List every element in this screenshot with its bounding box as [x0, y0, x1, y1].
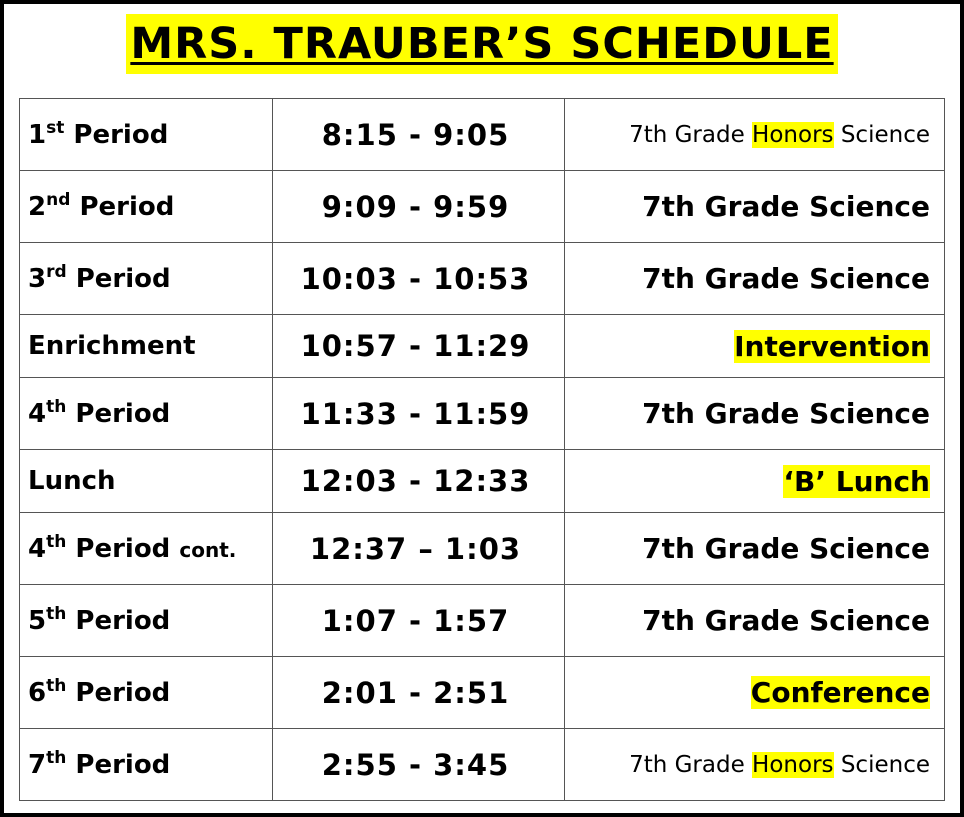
period-cell: 7th Period — [20, 729, 273, 801]
time-cell: 12:03 - 12:33 — [273, 450, 565, 513]
class-cell: 7th Grade Honors Science — [565, 99, 945, 171]
table-row — [20, 657, 945, 729]
period-cell: 2nd Period — [20, 171, 273, 243]
table-row — [20, 450, 945, 513]
time-cell: 11:33 - 11:59 — [273, 378, 565, 450]
class-cell: Intervention — [565, 315, 945, 378]
table-row — [20, 378, 945, 450]
period-cell: 4th Period cont. — [20, 513, 273, 585]
table-row — [20, 585, 945, 657]
time-cell: 12:37 – 1:03 — [273, 513, 565, 585]
page-title: MRS. TRAUBER’S SCHEDULE — [126, 14, 837, 74]
period-cell: Lunch — [20, 450, 273, 513]
period-cell: 6th Period — [20, 657, 273, 729]
class-cell: Conference — [565, 657, 945, 729]
table-row — [20, 729, 945, 801]
time-cell: 8:15 - 9:05 — [273, 99, 565, 171]
time-cell: 2:55 - 3:45 — [273, 729, 565, 801]
period-cell: Enrichment — [20, 315, 273, 378]
class-cell: 7th Grade Honors Science — [565, 729, 945, 801]
period-cell: 3rd Period — [20, 243, 273, 315]
time-cell: 1:07 - 1:57 — [273, 585, 565, 657]
table-row — [20, 513, 945, 585]
time-cell: 10:57 - 11:29 — [273, 315, 565, 378]
time-cell: 10:03 - 10:53 — [273, 243, 565, 315]
schedule-table — [19, 98, 945, 801]
title-wrap — [4, 14, 960, 74]
class-cell: 7th Grade Science — [565, 378, 945, 450]
period-cell: 5th Period — [20, 585, 273, 657]
table-row — [20, 99, 945, 171]
time-cell: 9:09 - 9:59 — [273, 171, 565, 243]
table-row — [20, 315, 945, 378]
table-row — [20, 171, 945, 243]
table-row — [20, 243, 945, 315]
class-cell: 7th Grade Science — [565, 513, 945, 585]
time-cell: 2:01 - 2:51 — [273, 657, 565, 729]
class-cell: 7th Grade Science — [565, 171, 945, 243]
class-cell: 7th Grade Science — [565, 585, 945, 657]
class-cell: 7th Grade Science — [565, 243, 945, 315]
period-cell: 1st Period — [20, 99, 273, 171]
period-cell: 4th Period — [20, 378, 273, 450]
class-cell: ‘B’ Lunch — [565, 450, 945, 513]
